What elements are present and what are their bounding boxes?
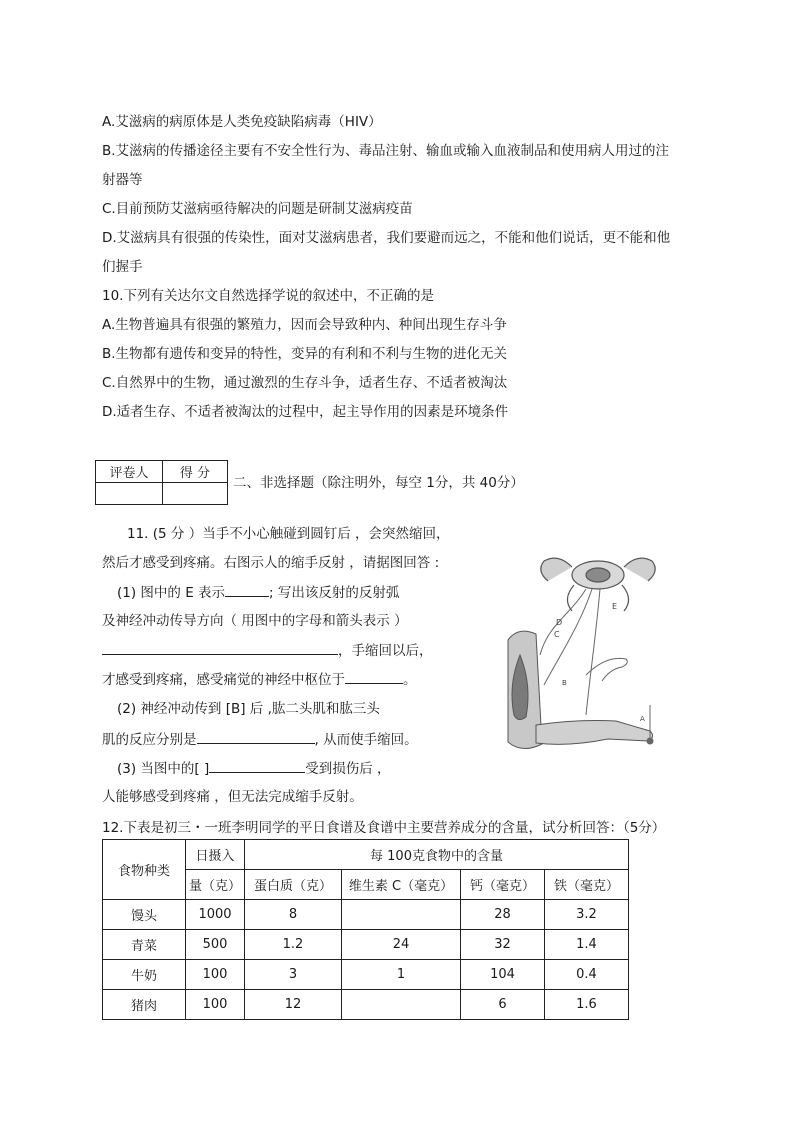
q11-line-8 (102, 729, 418, 750)
cell-vitamin-c: 1 (342, 960, 461, 990)
cell-intake: 500 (186, 930, 245, 960)
table-row (103, 900, 629, 930)
cell-calcium: 32 (461, 930, 545, 960)
q11-line-6 (102, 669, 417, 690)
q11-line-7: (2) 神经冲动传到 [B] 后 ,肱二头肌和肱三头 (117, 701, 380, 717)
header-iron: 铁（毫克） (545, 870, 629, 900)
score-cell (163, 483, 228, 505)
cell-intake: 100 (186, 960, 245, 990)
q12-stem: 12.下表是初三・一班李明同学的平日食谱及食谱中主要营养成分的含量，试分析回答：（5分） (102, 820, 666, 836)
answer-blank-center (345, 669, 403, 684)
q10-option-a: A.生物普遍具有很强的繁殖力，因而会导致种内、种间出现生存斗争 (102, 317, 507, 333)
q10-option-b: B.生物都有遗传和变异的特性，变异的有利和不利与生物的进化无关 (102, 346, 508, 362)
header-vitamin-c: 维生素 C（毫克） (342, 870, 461, 900)
q9-option-d: D.艾滋病具有很强的传染性，面对艾滋病患者，我们要避而远之，不能和他们说话，更不能和他 (102, 230, 671, 246)
cell-vitamin-c (342, 900, 461, 930)
header-intake-2: 量（克） (186, 870, 245, 900)
cell-protein: 3 (245, 960, 342, 990)
cell-vitamin-c: 24 (342, 930, 461, 960)
cell-intake: 1000 (186, 900, 245, 930)
answer-blank-muscles (197, 729, 315, 744)
header-food: 食物种类 (103, 840, 186, 900)
q11-line-8-end: , 从而使手缩回。 (314, 732, 418, 748)
label-c: C (554, 630, 560, 639)
q11-line-10: 人能够感受到疼痛 ，但无法完成缩手反射。 (102, 789, 363, 805)
cell-calcium: 28 (461, 900, 545, 930)
label-d: D (556, 618, 563, 627)
section2-title: 二、非选择题（除注明外，每空 1分，共 40分） (233, 475, 524, 491)
q11-line-5-text: ，手缩回以后， (338, 643, 433, 659)
table-row (103, 960, 629, 990)
label-e: E (612, 602, 618, 611)
q10-option-c: C.自然界中的生物，通过激烈的生存斗争，适者生存、不适者被淘汰 (102, 375, 508, 391)
q11-line-9-end: 受到损伤后 ， (305, 761, 391, 777)
answer-blank-reflex-arc (102, 640, 338, 655)
cell-protein: 8 (245, 900, 342, 930)
header-protein: 蛋白质（克） (245, 870, 342, 900)
q11-line-1: 11. (5 分 ）当手不小心触碰到圆钉后 ，会突然缩回， (127, 526, 450, 542)
q11-q1-prefix: (1) 图中的 E 表示 (117, 585, 226, 601)
label-a: A (640, 715, 645, 723)
arm (508, 631, 653, 748)
cell-food: 馒头 (103, 900, 186, 930)
cell-food: 青菜 (103, 930, 186, 960)
header-intake-1: 日摄入 (186, 840, 245, 870)
q11-q1-suffix: ; 写出该反射的反射弧 (269, 585, 400, 601)
table-row (103, 990, 629, 1020)
q10-option-d: D.适者生存、不适者被淘汰的过程中，起主导作用的因素是环境条件 (102, 404, 509, 420)
nutrition-table (102, 839, 629, 1020)
reflex-arc-figure (500, 545, 660, 755)
cell-protein: 1.2 (245, 930, 342, 960)
cell-iron: 1.4 (545, 930, 629, 960)
answer-blank-damage (209, 758, 305, 773)
q11-line-9-text: (3) 当图中的[ ] (117, 761, 210, 777)
cell-vitamin-c (342, 990, 461, 1020)
q11-line-4: 及神经冲动传导方向（ 用图中的字母和箭头表示 ） (102, 613, 408, 629)
reviewer-label: 评卷人 (96, 461, 163, 483)
cell-intake: 100 (186, 990, 245, 1020)
reviewer-cell (96, 483, 163, 505)
q11-line-5 (102, 640, 433, 661)
table-row (103, 930, 629, 960)
answer-blank-e (225, 582, 269, 597)
q11-line-2: 然后才感受到疼痛。右图示人的缩手反射 ，请据图回答 : (102, 555, 440, 571)
reflex-arc-illustration (500, 545, 660, 755)
cell-calcium: 6 (461, 990, 545, 1020)
score-label: 得 分 (163, 461, 228, 483)
q11-line-9 (117, 758, 391, 779)
q11-line-8-text: 肌的反应分别是 (102, 732, 197, 748)
table-header-row-1 (103, 840, 629, 870)
cell-iron: 1.6 (545, 990, 629, 1020)
q9-option-b: B.艾滋病的传播途径主要有不安全性行为、毒品注射、输血或输入血液制品和使用病人用过的注 (102, 143, 670, 159)
cell-food: 猪肉 (103, 990, 186, 1020)
cell-protein: 12 (245, 990, 342, 1020)
q9-option-d-cont: 们握手 (102, 259, 143, 275)
spinal-cord-section (541, 558, 655, 611)
q11-line-3 (117, 582, 399, 603)
header-calcium: 钙（毫克） (461, 870, 545, 900)
cell-iron: 3.2 (545, 900, 629, 930)
q9-option-c: C.目前预防艾滋病亟待解决的问题是研制艾滋病疫苗 (102, 201, 413, 217)
header-content-group: 每 100克食物中的含量 (245, 840, 629, 870)
q11-line-6-end: 。 (403, 672, 417, 688)
q9-option-a: A.艾滋病的病原体是人类免疫缺陷病毒（HIV） (102, 114, 382, 130)
score-box (95, 460, 228, 505)
cell-calcium: 104 (461, 960, 545, 990)
label-b: B (562, 679, 567, 687)
cell-food: 牛奶 (103, 960, 186, 990)
q9-option-b-cont: 射器等 (102, 172, 143, 188)
q10-stem: 10.下列有关达尔文自然选择学说的叙述中，不正确的是 (102, 288, 434, 304)
q11-line-6-text: 才感受到疼痛，感受痛觉的神经中枢位于 (102, 672, 345, 688)
cell-iron: 0.4 (545, 960, 629, 990)
